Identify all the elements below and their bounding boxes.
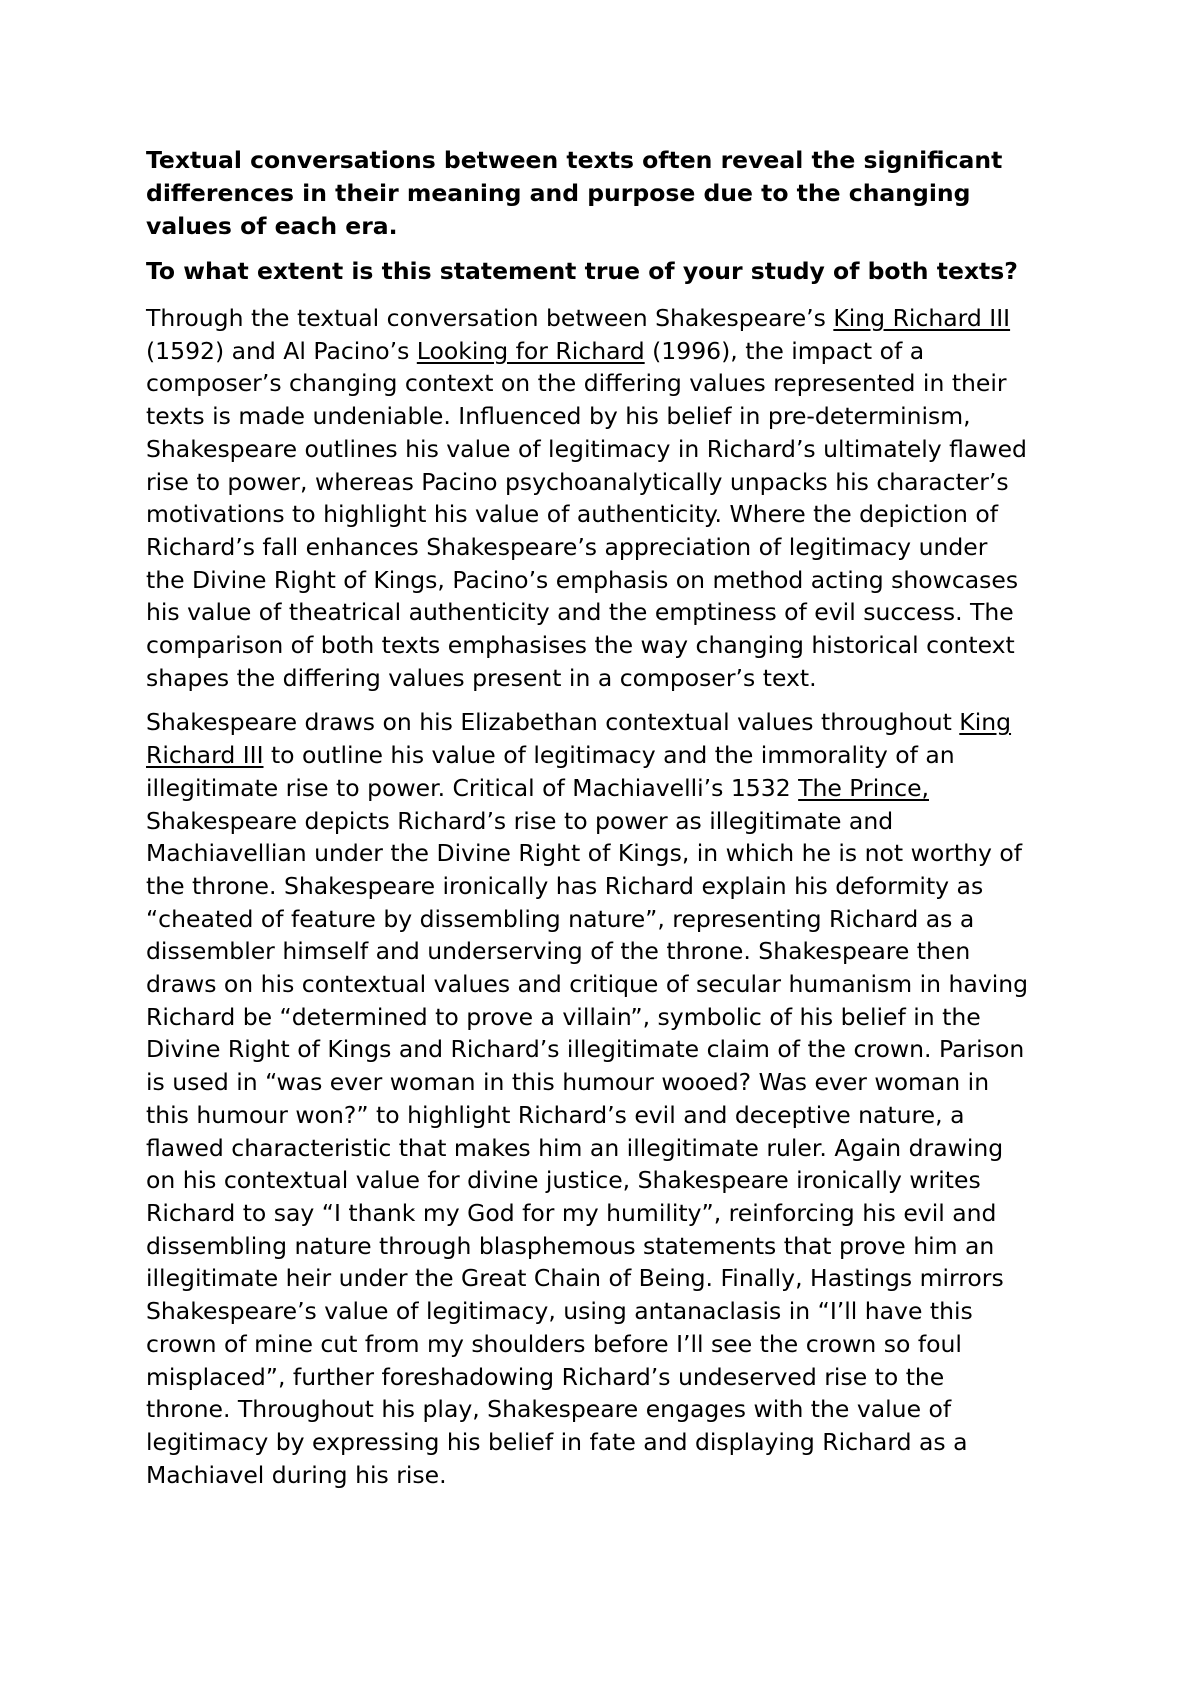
paragraph-line: rise to power, whereas Pacino psychoanalytically unpacks his character’s — [146, 467, 1009, 496]
paragraph-line: crown of mine cut from my shoulders before I’ll see the crown so foul — [146, 1329, 962, 1358]
paragraph-line: misplaced”, further foreshadowing Richard’s undeserved rise to the — [146, 1362, 945, 1391]
paragraph-line: his value of theatrical authenticity and the emptiness of evil success. The — [146, 598, 1014, 627]
paragraph-line: Through the textual conversation between Shakespeare’s King Richard III — [146, 304, 1011, 332]
paragraph-line: is used in “was ever woman in this humour wooed? Was ever woman in — [146, 1068, 990, 1097]
paragraph-line: draws on his contextual values and critique of secular humanism in having — [146, 970, 1029, 999]
prompt-line: differences in their meaning and purpose due to the changing — [146, 179, 971, 207]
paragraph-line: composer’s changing context on the differing values represented in their — [146, 369, 1007, 398]
prompt-line: values of each era. — [146, 212, 398, 240]
text-title-the-prince: The Prince, — [798, 773, 929, 802]
paragraph-line: Richard to say “I thank my God for my humility”, reinforcing his evil and — [146, 1198, 997, 1227]
paragraph-line: illegitimate rise to power. Critical of Machiavelli’s 1532 The Prince, — [146, 773, 929, 802]
paragraph-line: Machiavel during his rise. — [146, 1460, 447, 1489]
essay-prompt — [146, 144, 1066, 243]
text-title-king-richard-iii: King — [959, 708, 1012, 737]
paragraph-line: Richard III to outline his value of legitimacy and the immorality of an — [146, 741, 955, 770]
paragraph-line: comparison of both texts emphasises the way changing historical context — [146, 631, 1015, 660]
paragraph-line: dissembler himself and underserving of the throne. Shakespeare then — [146, 937, 971, 966]
paragraph-line: the Divine Right of Kings, Pacino’s emphasis on method acting showcases — [146, 565, 1019, 594]
prompt-line: Textual conversations between texts often reveal the significant — [146, 146, 1003, 174]
paragraph-line: on his contextual value for divine justice, Shakespeare ironically writes — [146, 1166, 981, 1195]
paragraph-line: Richard be “determined to prove a villain”, symbolic of his belief in the — [146, 1002, 981, 1031]
paragraph-line: legitimacy by expressing his belief in fate and displaying Richard as a — [146, 1427, 968, 1456]
paragraph-line: flawed characteristic that makes him an illegitimate ruler. Again drawing — [146, 1133, 1004, 1162]
paragraph-line: Shakespeare draws on his Elizabethan contextual values throughout King — [146, 708, 1012, 737]
question-line: To what extent is this statement true of your study of both texts? — [146, 257, 1018, 285]
paragraph-line: motivations to highlight his value of authenticity. Where the depiction of — [146, 500, 999, 529]
text-title-looking-for-richard: Looking for Richard — [416, 336, 645, 365]
paragraph-introduction — [146, 302, 1066, 694]
paragraph-line: shapes the differing values present in a composer’s text. — [146, 663, 817, 692]
document-body — [146, 144, 1066, 1503]
paragraph-line: the throne. Shakespeare ironically has Richard explain his deformity as — [146, 871, 984, 900]
paragraph-line: texts is made undeniable. Influenced by his belief in pre-determinism, — [146, 402, 971, 431]
paragraph-line: Richard’s fall enhances Shakespeare’s appreciation of legitimacy under — [146, 532, 988, 561]
paragraph-line: Machiavellian under the Divine Right of Kings, in which he is not worthy of — [146, 839, 1022, 868]
paragraph-line: Shakespeare outlines his value of legitimacy in Richard’s ultimately flawed — [146, 434, 1027, 463]
paragraph-line: this humour won?” to highlight Richard’s evil and deceptive nature, a — [146, 1100, 965, 1129]
text-title-king-richard-iii: King Richard III — [833, 304, 1011, 332]
paragraph-line: (1592) and Al Pacino’s Looking for Richard (1996), the impact of a — [146, 336, 925, 365]
essay-question — [146, 255, 1066, 288]
paragraph-line: Shakespeare’s value of legitimacy, using antanaclasis in “I’ll have this — [146, 1297, 973, 1326]
text-title-king-richard-iii: Richard III — [146, 741, 264, 770]
paragraph-body-shakespeare — [146, 706, 1066, 1491]
paragraph-line: Shakespeare depicts Richard’s rise to power as illegitimate and — [146, 806, 894, 835]
paragraph-line: “cheated of feature by dissembling nature”, representing Richard as a — [146, 904, 975, 933]
paragraph-line: illegitimate heir under the Great Chain of Being. Finally, Hastings mirrors — [146, 1264, 1004, 1293]
paragraph-line: dissembling nature through blasphemous statements that prove him an — [146, 1231, 995, 1260]
paragraph-line: throne. Throughout his play, Shakespeare engages with the value of — [146, 1395, 952, 1424]
paragraph-line: Divine Right of Kings and Richard’s illegitimate claim of the crown. Parison — [146, 1035, 1025, 1064]
